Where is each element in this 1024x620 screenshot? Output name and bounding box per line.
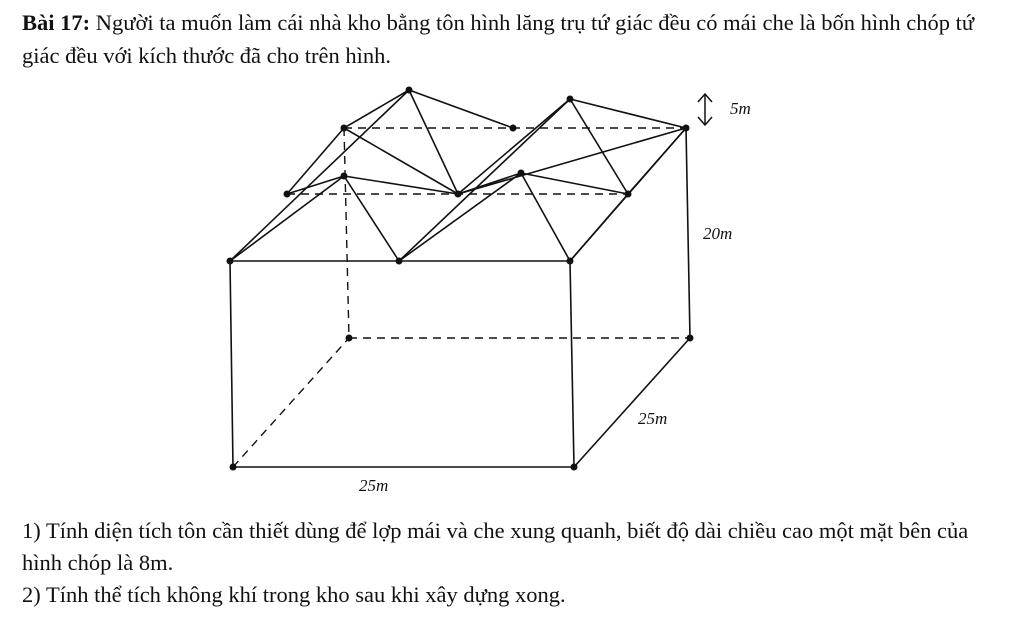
question-1: 1) Tính diện tích tôn cần thiết dùng để lợp mái và che xung quanh, biết độ dài chiều cao một mặt bên của hình chóp là 8m. [22, 518, 969, 575]
wall-height-label: 20m [703, 224, 733, 243]
roof-height-label: 5m [730, 99, 751, 118]
questions [22, 515, 1012, 611]
depth-label: 25m [638, 409, 668, 428]
width-label: 25m [359, 476, 389, 495]
double-arrow-icon [698, 94, 712, 125]
problem-text: Người ta muốn làm cái nhà kho bằng tôn hình lăng trụ tứ giác đều có mái che là bốn hình chóp tứ giác đều với kích thước đã cho trên hình. [22, 10, 975, 68]
problem-number: Bài 17: [22, 10, 91, 35]
question-2: 2) Tính thể tích không khí trong kho sau khi xây dựng xong. [22, 582, 566, 607]
